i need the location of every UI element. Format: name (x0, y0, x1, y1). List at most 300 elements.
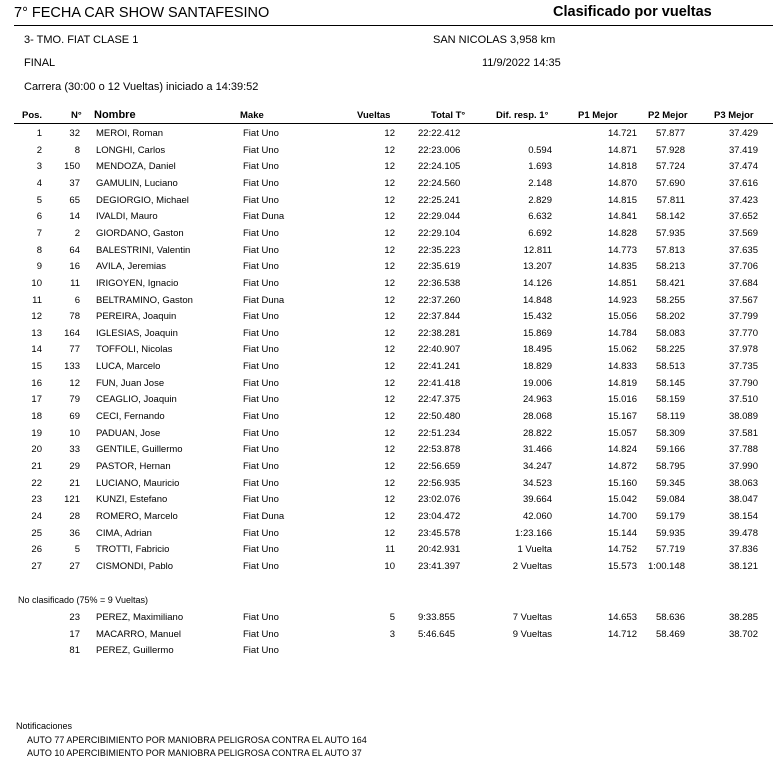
cell-diff: 39.664 (522, 494, 552, 506)
cell-diff: 1.693 (528, 161, 552, 173)
cell-make: Fiat Uno (243, 144, 279, 156)
cell-name: IGLESIAS, Joaquin (96, 327, 178, 339)
cell-p3: 38.063 (728, 477, 758, 489)
cell-pos: 19 (31, 427, 42, 439)
cell-diff: 15.432 (522, 311, 552, 323)
cell-p2: 58.421 (655, 277, 685, 289)
cell-diff: 6.632 (528, 211, 552, 223)
cell-p2: 58.255 (655, 294, 685, 306)
cell-pos: 20 (31, 444, 42, 456)
cell-p1: 14.712 (607, 628, 637, 640)
cell-p1: 14.833 (607, 361, 637, 373)
cell-name: PEREIRA, Joaquin (96, 311, 177, 323)
cell-diff: 12.811 (523, 244, 552, 256)
cell-num: 69 (69, 411, 80, 423)
cell-pos: 6 (36, 211, 42, 223)
cell-p1: 15.042 (607, 494, 637, 506)
cell-num: 37 (69, 177, 80, 189)
table-row (0, 175, 773, 192)
notification-item: AUTO 77 APERCIBIMIENTO POR MANIOBRA PELIGROSA CONTRA EL AUTO 164 (27, 735, 367, 745)
cell-total: 22:41.241 (418, 361, 461, 373)
cell-name: GAMULIN, Luciano (96, 177, 178, 189)
cell-total: 22:38.281 (418, 327, 461, 339)
cell-diff: 0.594 (528, 144, 552, 156)
cell-p2: 59.179 (655, 510, 685, 522)
cell-num: 2 (74, 227, 80, 239)
cell-laps: 12 (384, 294, 395, 306)
table-row (0, 358, 773, 375)
cell-p2: 57.719 (655, 544, 685, 556)
cell-make: Fiat Uno (243, 177, 279, 189)
cell-make: Fiat Uno (243, 477, 279, 489)
cell-p1: 15.057 (607, 427, 637, 439)
cell-pos: 11 (32, 294, 42, 306)
table-row (0, 242, 773, 259)
location-label: SAN NICOLAS 3,958 km (433, 34, 556, 46)
cell-name: PEREZ, Guillermo (96, 645, 174, 656)
col-p3: P3 Mejor (714, 110, 754, 121)
table-row (0, 425, 773, 442)
cell-laps: 12 (384, 227, 395, 239)
col-p2: P2 Mejor (648, 110, 688, 121)
cell-p3: 39.478 (728, 527, 758, 539)
cell-pos: 26 (31, 544, 42, 556)
cell-name: TOFFOLI, Nicolas (96, 344, 173, 356)
table-row (0, 525, 773, 542)
cell-make: Fiat Uno (243, 194, 279, 206)
col-name: Nombre (94, 109, 136, 121)
cell-make: Fiat Uno (243, 494, 279, 506)
cell-num: 23 (69, 612, 80, 623)
cell-p1: 15.573 (607, 560, 637, 572)
column-header-rule (14, 123, 773, 124)
cell-p1: 14.700 (607, 510, 637, 522)
cell-diff: 14.126 (522, 277, 552, 289)
cell-laps: 12 (384, 527, 395, 539)
cell-num: 64 (69, 244, 80, 256)
cell-laps: 5 (389, 612, 395, 623)
cell-num: 33 (69, 444, 80, 456)
table-row (0, 308, 773, 325)
cell-total: 22:22.412 (418, 128, 461, 139)
cell-total: 22:36.538 (418, 277, 461, 289)
cell-p3: 37.684 (728, 277, 758, 289)
table-row (0, 475, 773, 492)
cell-num: 21 (69, 477, 80, 489)
cell-total: 22:29.044 (418, 211, 461, 223)
cell-laps: 12 (384, 377, 395, 389)
cell-p2: 58.202 (655, 311, 685, 323)
cell-name: IRIGOYEN, Ignacio (96, 277, 179, 289)
cell-p1: 14.773 (607, 244, 637, 256)
cell-pos: 23 (31, 494, 42, 506)
cell-make: Fiat Uno (243, 128, 279, 139)
cell-laps: 12 (384, 128, 395, 139)
cell-num: 32 (69, 128, 80, 139)
cell-pos: 3 (36, 161, 42, 173)
cell-make: Fiat Uno (243, 344, 279, 356)
cell-num: 8 (74, 144, 80, 156)
cell-make: Fiat Uno (243, 560, 279, 572)
cell-total: 20:42.931 (418, 544, 461, 556)
cell-p2: 59.166 (655, 444, 685, 456)
cell-pos: 2 (36, 144, 42, 156)
cell-laps: 12 (384, 411, 395, 423)
table-row (0, 192, 773, 209)
cell-pos: 1 (36, 128, 42, 139)
cell-p2: 58.795 (655, 461, 685, 472)
table-row (0, 491, 773, 508)
cell-total: 23:02.076 (418, 494, 461, 506)
cell-diff: 31.466 (522, 444, 552, 456)
cell-p3: 37.616 (728, 177, 758, 189)
table-row (0, 408, 773, 425)
cell-total: 22:40.907 (418, 344, 461, 356)
cell-p3: 38.089 (728, 411, 758, 423)
cell-num: 78 (69, 311, 80, 323)
cell-diff: 19.006 (522, 377, 552, 389)
cell-name: KUNZI, Estefano (96, 494, 168, 506)
cell-num: 121 (64, 494, 80, 506)
cell-laps: 11 (385, 544, 395, 556)
cell-p1: 15.016 (607, 394, 637, 406)
cell-name: CISMONDI, Pablo (96, 560, 174, 572)
cell-total: 23:41.397 (418, 560, 461, 572)
cell-p1: 14.872 (607, 461, 637, 472)
cell-p1: 14.653 (607, 612, 637, 623)
cell-p3: 38.702 (728, 628, 758, 640)
cell-laps: 12 (384, 444, 395, 456)
cell-diff: 2 Vueltas (512, 560, 552, 572)
cell-total: 22:41.418 (418, 377, 461, 389)
cell-total: 22:56.659 (418, 461, 461, 472)
table-row (0, 208, 773, 225)
cell-total: 22:47.375 (418, 394, 461, 406)
col-make: Make (240, 110, 264, 121)
cell-laps: 12 (384, 494, 395, 506)
cell-diff: 34.247 (522, 461, 552, 472)
cell-laps: 12 (384, 344, 395, 356)
cell-total: 23:04.472 (418, 510, 461, 522)
cell-total: 22:37.844 (418, 311, 461, 323)
cell-p1: 15.062 (607, 344, 637, 356)
cell-p1: 14.752 (607, 544, 637, 556)
cell-p2: 57.811 (656, 194, 685, 206)
cell-laps: 12 (384, 194, 395, 206)
race-info: Carrera (30:00 o 12 Vueltas) iniciado a 14:39:52 (24, 81, 259, 93)
cell-diff: 1:23.166 (515, 527, 552, 539)
cell-name: MACARRO, Manuel (96, 628, 181, 640)
cell-name: LUCIANO, Mauricio (96, 477, 180, 489)
cell-pos: 13 (31, 327, 42, 339)
cell-pos: 21 (31, 461, 42, 472)
cell-num: 81 (69, 645, 80, 656)
cell-p3: 37.735 (728, 361, 758, 373)
table-row (0, 558, 773, 575)
cell-pos: 10 (31, 277, 42, 289)
table-row (0, 341, 773, 358)
cell-name: CEAGLIO, Joaquin (96, 394, 177, 406)
cell-diff: 18.829 (522, 361, 552, 373)
table-row (0, 292, 773, 309)
cell-name: CIMA, Adrian (96, 527, 152, 539)
col-laps: Vueltas (357, 110, 391, 121)
cell-pos: 22 (31, 477, 42, 489)
cell-name: BELTRAMINO, Gaston (96, 294, 193, 306)
cell-p2: 58.159 (655, 394, 685, 406)
cell-laps: 12 (384, 510, 395, 522)
cell-pos: 25 (31, 527, 42, 539)
cell-total: 22:56.935 (418, 477, 461, 489)
cell-name: ROMERO, Marcelo (96, 510, 178, 522)
cell-num: 164 (64, 327, 80, 339)
cell-make: Fiat Uno (243, 612, 279, 623)
cell-p3: 37.474 (728, 161, 758, 173)
cell-p3: 37.836 (728, 544, 758, 556)
table-row (0, 391, 773, 408)
cell-p3: 37.419 (728, 144, 758, 156)
table-row (0, 158, 773, 175)
cell-p3: 37.635 (728, 244, 758, 256)
cell-make: Fiat Uno (243, 628, 279, 640)
cell-laps: 12 (384, 361, 395, 373)
cell-num: 17 (69, 628, 80, 640)
cell-diff: 2.829 (528, 194, 552, 206)
cell-num: 5 (74, 544, 80, 556)
cell-p2: 58.119 (656, 411, 685, 423)
cell-make: Fiat Uno (243, 394, 279, 406)
cell-p3: 37.990 (728, 461, 758, 472)
table-row (0, 225, 773, 242)
cell-p3: 37.799 (728, 311, 758, 323)
cell-p3: 37.652 (728, 211, 758, 223)
cell-laps: 12 (384, 144, 395, 156)
report-title: 7° FECHA CAR SHOW SANTAFESINO (14, 5, 270, 21)
cell-p1: 15.056 (607, 311, 637, 323)
cell-p3: 38.285 (728, 612, 758, 623)
cell-pos: 14 (31, 344, 42, 356)
cell-total: 22:23.006 (418, 144, 461, 156)
cell-total: 22:51.234 (418, 427, 461, 439)
cell-diff: 6.692 (528, 227, 552, 239)
cell-pos: 9 (36, 261, 42, 273)
cell-laps: 12 (384, 327, 395, 339)
cell-p1: 14.828 (607, 227, 637, 239)
cell-p2: 59.084 (655, 494, 685, 506)
cell-p1: 15.144 (607, 527, 637, 539)
column-header-row (0, 107, 773, 124)
cell-make: Fiat Duna (243, 211, 285, 223)
cell-diff: 28.068 (522, 411, 552, 423)
cell-make: Fiat Uno (243, 244, 279, 256)
cell-num: 16 (69, 261, 80, 273)
cell-num: 29 (69, 461, 80, 472)
cell-laps: 12 (384, 161, 395, 173)
cell-name: MEROI, Roman (96, 128, 164, 139)
cell-total: 22:24.560 (418, 177, 461, 189)
cell-p2: 57.813 (655, 244, 685, 256)
cell-pos: 4 (36, 177, 42, 189)
cell-name: PADUAN, Jose (96, 427, 161, 439)
cell-name: LUCA, Marcelo (96, 361, 161, 373)
cell-make: Fiat Uno (243, 311, 279, 323)
cell-laps: 12 (384, 277, 395, 289)
cell-make: Fiat Uno (243, 645, 279, 656)
cell-diff: 42.060 (522, 510, 552, 522)
session-label: FINAL (24, 57, 56, 69)
cell-pos: 5 (36, 194, 42, 206)
header-rule (14, 25, 773, 26)
cell-diff: 18.495 (522, 344, 552, 356)
cell-pos: 7 (36, 227, 42, 239)
cell-laps: 12 (384, 477, 395, 489)
cell-num: 150 (64, 161, 80, 173)
table-row (0, 275, 773, 292)
cell-p2: 59.935 (655, 527, 685, 539)
not-classified-label: No clasificado (75% = 9 Vueltas) (18, 595, 148, 605)
col-pos: Pos. (22, 110, 43, 121)
cell-total: 23:45.578 (418, 527, 461, 539)
cell-p2: 58.083 (655, 327, 685, 339)
cell-p2: 58.145 (655, 377, 685, 389)
cell-laps: 12 (384, 261, 395, 273)
cell-make: Fiat Uno (243, 327, 279, 339)
cell-name: PASTOR, Hernan (96, 461, 171, 472)
cell-p3: 37.978 (728, 344, 758, 356)
cell-make: Fiat Uno (243, 277, 279, 289)
cell-name: PEREZ, Maximiliano (96, 612, 184, 623)
cell-name: GENTILE, Guillermo (96, 444, 183, 456)
cell-p3: 37.510 (728, 394, 758, 406)
cell-name: DEGIORGIO, Michael (96, 194, 189, 206)
cell-name: BALESTRINI, Valentin (96, 244, 191, 256)
cell-diff: 15.869 (522, 327, 552, 339)
cell-num: 11 (70, 277, 80, 289)
cell-make: Fiat Duna (243, 510, 285, 522)
cell-p2: 1:00.148 (648, 560, 685, 572)
cell-p2: 58.142 (655, 211, 685, 223)
cell-p1: 15.160 (607, 477, 637, 489)
cell-p1: 14.870 (607, 177, 637, 189)
cell-total: 22:35.223 (418, 244, 461, 256)
notification-item: AUTO 10 APERCIBIMIENTO POR MANIOBRA PELIGROSA CONTRA EL AUTO 37 (27, 748, 362, 758)
category-label: 3- TMO. FIAT CLASE 1 (24, 34, 139, 46)
cell-pos: 16 (31, 377, 42, 389)
cell-num: 65 (69, 194, 80, 206)
cell-total: 22:35.619 (418, 261, 461, 273)
cell-total: 22:25.241 (418, 194, 461, 206)
cell-p2: 57.877 (655, 128, 685, 139)
cell-laps: 3 (389, 628, 395, 640)
cell-num: 27 (69, 560, 80, 572)
cell-pos: 24 (31, 510, 42, 522)
col-diff: Dif. resp. 1° (496, 110, 549, 121)
cell-name: FUN, Juan Jose (96, 377, 165, 389)
cell-p3: 38.121 (728, 560, 758, 572)
cell-make: Fiat Uno (243, 261, 279, 273)
cell-pos: 27 (31, 560, 42, 572)
cell-pos: 15 (31, 361, 42, 373)
table-row (0, 441, 773, 458)
table-row (0, 375, 773, 392)
cell-num: 36 (69, 527, 80, 539)
cell-p2: 58.469 (655, 628, 685, 640)
cell-make: Fiat Uno (243, 544, 279, 556)
cell-diff: 1 Vuelta (517, 544, 552, 556)
cell-laps: 12 (384, 211, 395, 223)
cell-laps: 10 (384, 560, 395, 572)
cell-make: Fiat Uno (243, 227, 279, 239)
cell-total: 9:33.855 (418, 612, 455, 623)
cell-p2: 58.513 (655, 361, 685, 373)
cell-p2: 58.225 (655, 344, 685, 356)
table-row (0, 125, 773, 142)
cell-p3: 37.790 (728, 377, 758, 389)
cell-p1: 14.923 (607, 294, 637, 306)
cell-num: 77 (69, 344, 80, 356)
col-total: Total T° (431, 110, 466, 121)
cell-num: 28 (69, 510, 80, 522)
cell-p3: 37.567 (728, 294, 758, 306)
cell-p3: 37.569 (728, 227, 758, 239)
cell-make: Fiat Uno (243, 461, 279, 472)
cell-p2: 57.935 (655, 227, 685, 239)
cell-p1: 14.819 (607, 377, 637, 389)
cell-name: AVILA, Jeremias (96, 261, 167, 273)
cell-diff: 2.148 (528, 177, 552, 189)
cell-total: 22:53.878 (418, 444, 461, 456)
cell-diff: 24.963 (522, 394, 552, 406)
cell-pos: 18 (31, 411, 42, 423)
cell-num: 10 (69, 427, 80, 439)
cell-diff: 9 Vueltas (512, 628, 552, 640)
table-row (0, 458, 773, 475)
table-row (0, 508, 773, 525)
notifications-label: Notificaciones (16, 721, 73, 731)
cell-num: 79 (69, 394, 80, 406)
table-row (0, 258, 773, 275)
cell-make: Fiat Uno (243, 444, 279, 456)
table-row (0, 541, 773, 558)
cell-name: TROTTI, Fabricio (96, 544, 170, 556)
cell-p2: 58.636 (655, 612, 685, 623)
cell-name: IVALDI, Mauro (96, 211, 158, 223)
cell-p1: 14.784 (607, 327, 637, 339)
cell-diff: 34.523 (522, 477, 552, 489)
cell-p3: 37.770 (728, 327, 758, 339)
cell-p3: 37.706 (728, 261, 758, 273)
cell-diff: 13.207 (522, 261, 552, 273)
col-num: N° (71, 110, 82, 121)
cell-p2: 59.345 (655, 477, 685, 489)
cell-p3: 37.429 (728, 128, 758, 139)
cell-num: 6 (74, 294, 80, 306)
cell-p2: 57.724 (655, 161, 685, 173)
cell-p1: 14.871 (607, 144, 637, 156)
cell-total: 5:46.645 (418, 628, 455, 640)
cell-pos: 8 (36, 244, 42, 256)
cell-name: CECI, Fernando (96, 411, 165, 423)
table-row (0, 325, 773, 342)
cell-num: 133 (64, 361, 80, 373)
cell-num: 12 (69, 377, 80, 389)
cell-p1: 14.835 (607, 261, 637, 273)
cell-make: Fiat Duna (243, 294, 285, 306)
cell-p1: 14.841 (607, 211, 637, 223)
table-row (0, 609, 773, 626)
cell-make: Fiat Uno (243, 427, 279, 439)
cell-p3: 38.154 (728, 510, 758, 522)
